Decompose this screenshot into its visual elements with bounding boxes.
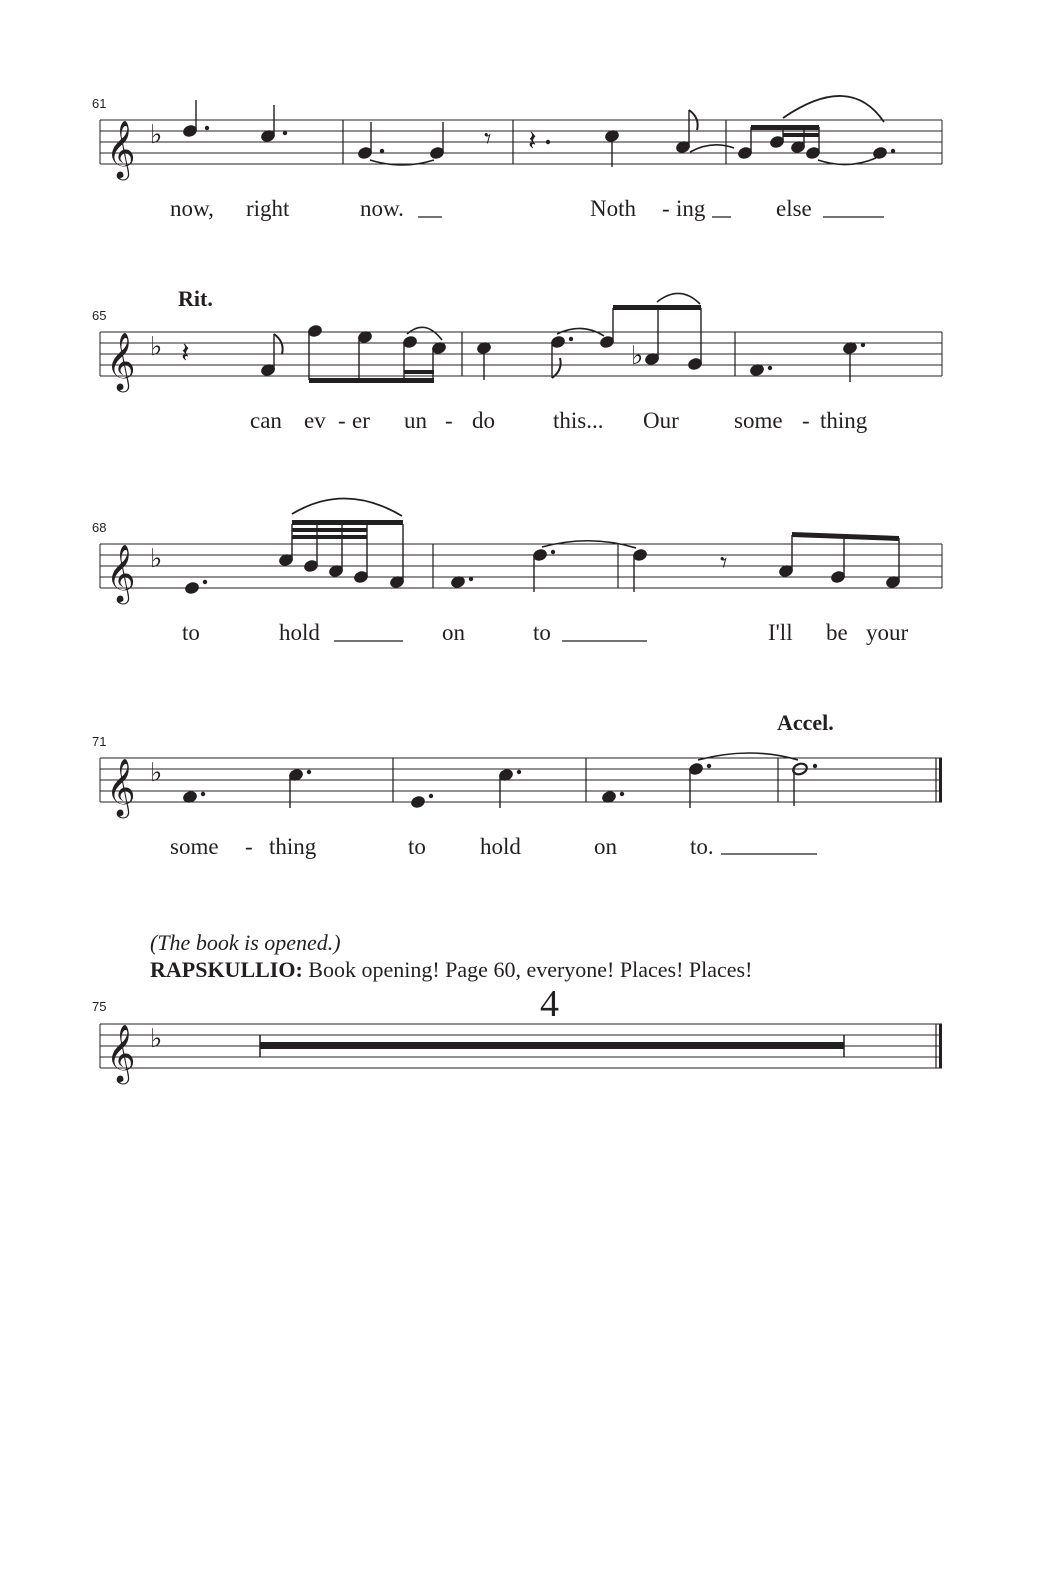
lyric: - — [802, 408, 810, 433]
lyrics — [182, 620, 909, 645]
beam — [292, 520, 403, 525]
dot — [201, 792, 205, 796]
beam — [404, 370, 434, 374]
stage-direction-block — [150, 929, 752, 983]
eighth-rest-icon: 𝄾 — [720, 546, 728, 579]
lyric: - — [245, 834, 253, 859]
measure-number: 61 — [92, 96, 107, 111]
dot — [380, 149, 384, 153]
lyric: hold — [480, 834, 521, 859]
lyric: thing — [269, 834, 317, 859]
lyric: to — [182, 620, 200, 645]
multirest-bar — [260, 1035, 844, 1057]
lyric: - — [445, 408, 453, 433]
stage-direction: (The book is opened.) — [150, 930, 341, 955]
beam — [751, 125, 819, 130]
final-barline — [939, 758, 942, 802]
key-signature-flat-icon: ♭ — [150, 758, 163, 788]
system-4 — [92, 710, 942, 859]
tie — [698, 753, 798, 760]
dot — [813, 764, 817, 768]
key-signature-flat-icon: ♭ — [150, 1024, 163, 1054]
lyric: else — [776, 196, 812, 221]
key-signature-flat-icon: ♭ — [150, 544, 163, 574]
treble-clef-icon: 𝄞 — [106, 120, 136, 178]
beam — [292, 535, 367, 539]
staff-lines — [100, 332, 942, 376]
lyric: I'll — [768, 620, 793, 645]
measure-number: 68 — [92, 520, 107, 535]
lyric: to — [408, 834, 426, 859]
treble-clef-icon: 𝄞 — [106, 1024, 136, 1082]
system-3 — [92, 498, 942, 645]
dot — [620, 792, 624, 796]
measure-number: 65 — [92, 308, 107, 323]
dot — [861, 343, 865, 347]
measure-number: 71 — [92, 734, 107, 749]
dot — [517, 770, 521, 774]
notes — [184, 498, 901, 594]
lyric: on — [594, 834, 617, 859]
lyrics — [170, 196, 884, 221]
flag — [274, 334, 283, 354]
lyric: ing — [676, 196, 706, 221]
lyric: un — [404, 408, 427, 433]
quarter-rest-icon: 𝄽 — [528, 124, 537, 157]
system-2 — [92, 286, 942, 433]
lyric: this... — [553, 408, 604, 433]
dot — [569, 337, 573, 341]
lyric: ev — [304, 408, 326, 433]
slur — [657, 293, 700, 304]
lyric: to — [533, 620, 551, 645]
lyric: now. — [360, 196, 404, 221]
tempo-mark: Accel. — [777, 710, 834, 735]
lyric: your — [866, 620, 909, 645]
beam — [783, 133, 819, 137]
measure-number: 75 — [92, 999, 107, 1014]
lyric: Noth — [590, 196, 636, 221]
dot — [283, 131, 287, 135]
dot — [203, 580, 207, 584]
quarter-rest-icon: 𝄽 — [181, 336, 190, 369]
spoken-text: Book opening! Page 60, everyone! Places! Places! — [308, 957, 753, 982]
lyrics — [250, 408, 868, 433]
treble-clef-icon: 𝄞 — [106, 544, 136, 602]
flag — [552, 358, 561, 378]
system-5 — [92, 983, 942, 1085]
flat-accidental-icon: ♭ — [631, 341, 644, 371]
dot — [707, 764, 711, 768]
slur — [783, 96, 884, 122]
key-signature-flat-icon: ♭ — [150, 332, 163, 362]
spoken-line — [150, 956, 752, 983]
lyric: be — [826, 620, 848, 645]
dot — [546, 140, 550, 144]
dot — [429, 794, 433, 798]
dot — [469, 577, 473, 581]
lyric: can — [250, 408, 282, 433]
note — [410, 795, 426, 809]
lyric: - — [338, 408, 346, 433]
lyric: - — [662, 196, 670, 221]
lyric: Our — [643, 408, 679, 433]
note — [184, 581, 200, 595]
beam — [309, 378, 434, 383]
lyric: hold — [279, 620, 320, 645]
lyric: do — [472, 408, 495, 433]
dot — [891, 149, 895, 153]
tempo-mark: Rit. — [178, 286, 213, 311]
lyric: to. — [690, 834, 714, 859]
treble-clef-icon: 𝄞 — [106, 758, 136, 816]
eighth-rest-icon: 𝄾 — [484, 122, 492, 155]
lyric: some — [170, 834, 219, 859]
beam — [613, 305, 701, 310]
treble-clef-icon: 𝄞 — [106, 332, 136, 390]
lyric: right — [246, 196, 290, 221]
multirest-count: 4 — [540, 983, 559, 1025]
lyric: some — [734, 408, 783, 433]
dot — [768, 366, 772, 370]
tie — [690, 145, 734, 152]
staff-lines — [100, 544, 942, 588]
notes — [260, 293, 865, 383]
lyric: now, — [170, 196, 214, 221]
dot — [205, 126, 209, 130]
key-signature-flat-icon: ♭ — [150, 120, 163, 150]
dot — [307, 770, 311, 774]
speaker-name: RAPSKULLIO: — [150, 957, 303, 982]
notes — [182, 753, 817, 809]
slur — [292, 498, 402, 516]
beam — [292, 528, 367, 532]
lyric: thing — [820, 408, 868, 433]
lyric: on — [442, 620, 465, 645]
beam — [792, 532, 899, 541]
final-barline — [939, 1024, 942, 1068]
lyric: er — [352, 408, 370, 433]
lyrics — [170, 834, 817, 859]
dot — [551, 550, 555, 554]
system-1 — [92, 96, 942, 221]
